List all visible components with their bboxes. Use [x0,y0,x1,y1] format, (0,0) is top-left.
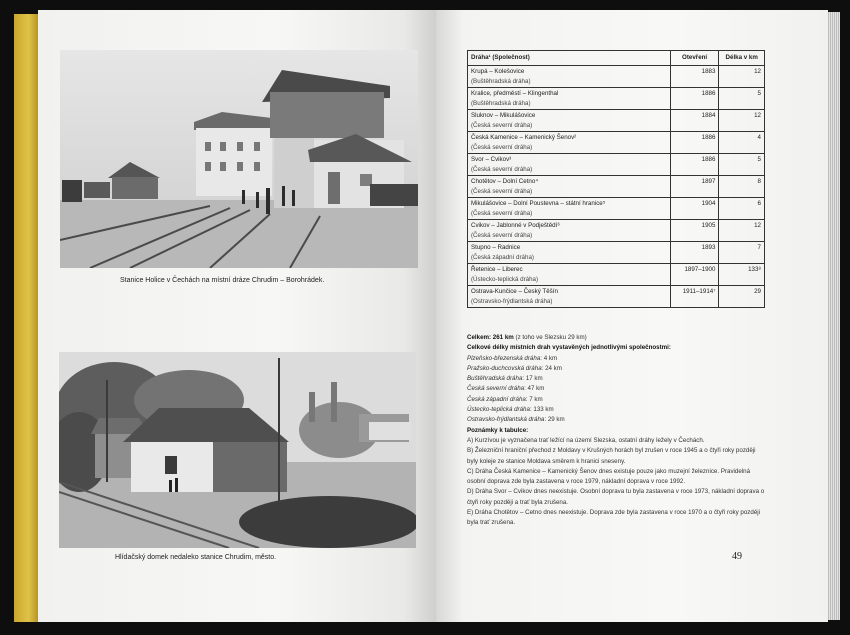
opened-cell: 1911–1914⁷ [670,286,719,308]
length-cell: 29 [719,286,765,308]
route-name: Sluknov – Mikulášovice [471,112,536,119]
route-name: Kralice, předměstí – Klingenthal [471,90,559,97]
lengths-heading: Celkové délky místních drah vystavěných jednotlivými společnostmi: [467,344,671,352]
note-item: C) Dráha Česká Kamenice – Kamenický Šenov dnes existuje pouze jako muzejní železnice. Pravidelná osobní doprava zde byla zastavena v roce 1979, nákladní doprava v roce 1992. [467,467,751,486]
table-row [468,110,765,132]
route-name: Řetenice – Liberec [471,266,523,273]
company-length: : 133 km [529,406,554,414]
table-row [468,264,765,286]
railway-company: (Ústecko-teplická dráha) [471,275,539,283]
company-length: : 17 km [522,375,543,383]
route-name: Stupno – Radnice [471,244,521,251]
route-cell [468,198,671,220]
railway-company: (Ostravsko-frýdlantská dráha) [471,297,553,305]
photo2-caption: Hlídačský domek nedaleko stanice Chrudim, město. [115,554,277,561]
table-row [468,286,765,308]
note-item: B) Železniční hraniční přechod z Moldavy v Krušných horách byl zrušen v roce 1945 a o čtyři roky později byly koleje ze stanice Moldava směrem k hranici sneseny. [467,447,756,465]
length-cell: 4 [719,132,765,154]
table-header-row [468,51,765,66]
length-cell: 133⁸ [719,264,765,286]
company-length: : 29 km [544,416,565,424]
opened-cell: 1886 [670,132,719,154]
local-railways-table [467,50,765,308]
opened-cell: 1883 [670,66,719,88]
table-row [468,176,765,198]
company-length: : 24 km [541,364,562,372]
route-name: Ostrava-Kunčice – Český Těšín [471,288,558,295]
note-item: A) Kurzívou je vyznačena trať ležící na území Slezska, ostatní dráhy ležely v Čechách. [467,436,705,444]
total-label: Celkem: 261 km [467,334,514,341]
list-item [467,364,767,374]
route-cell [468,110,671,132]
company-name: Ústecko-teplická dráha [467,406,530,414]
opened-cell: 1884 [670,110,719,132]
railway-company: (Buštěhradská dráha) [471,77,531,85]
notes-block [467,333,767,529]
length-cell: 12 [719,66,765,88]
route-cell [468,132,671,154]
company-name: Buštěhradská dráha [467,375,523,383]
opened-cell: 1893 [670,242,719,264]
route-cell [468,220,671,242]
page-edges [828,12,840,620]
length-cell: 6 [719,198,765,220]
photo1-caption: Stanice Holice v Čechách na místní dráze Chrudim – Borohrádek. [120,277,325,284]
table-row [468,88,765,110]
length-cell: 12 [719,220,765,242]
company-length: : 7 km [525,395,543,403]
list-item [467,374,767,384]
list-item [467,415,767,425]
route-cell [468,176,671,198]
list-item [467,354,767,364]
opened-cell: 1886 [670,154,719,176]
table-notes-list [467,436,767,529]
company-name: Pražsko-duchcovská dráha [467,364,542,372]
length-cell: 7 [719,242,765,264]
company-length: : 4 km [540,354,558,362]
note-item: E) Dráha Chotětov – Cetno dnes neexistuje. Doprava zde byla zastavena v roce 1970 a o čtyři roky později byla trať zrušena. [467,509,761,527]
table-row [468,220,765,242]
table-row [468,198,765,220]
table-row [468,242,765,264]
company-lengths-list [467,354,767,426]
list-item [467,405,767,415]
list-item [467,395,767,405]
length-cell: 5 [719,88,765,110]
railway-company: (Česká severní dráha) [471,165,533,173]
length-cell: 12 [719,110,765,132]
list-item [467,384,767,394]
opened-cell: 1905 [670,220,719,242]
railway-company: (Česká severní dráha) [471,121,533,129]
railway-company: (Česká severní dráha) [471,187,533,195]
total-note: (z toho ve Slezsku 29 km) [515,334,587,341]
header-opened: Otevření [670,51,719,66]
railway-company: (Česká západní dráha) [471,253,534,261]
page-number: 49 [732,551,742,562]
header-route: Dráha¹ (Společnost) [468,51,671,66]
header-length: Délka v km [719,51,765,66]
length-cell: 8 [719,176,765,198]
route-cell [468,88,671,110]
railway-company: (Buštěhradská dráha) [471,99,531,107]
book-cover-edge [14,14,38,622]
railway-company: (Česká severní dráha) [471,143,533,151]
table-row [468,132,765,154]
note-item: D) Dráha Svor – Cvikov dnes neexistuje. Osobní doprava tu byla zastavena v roce 1973, nákladní doprava o čtyři roky později a trať byla zrušena. [467,488,765,506]
total-line [467,333,767,343]
table-row [468,66,765,88]
route-name: Mikulášovice – Dolní Poustevna – státní hranice⁵ [471,200,606,207]
notes-heading: Poznámky k tabulce: [467,426,529,434]
company-name: Ostravsko-frýdlantská dráha [467,416,545,424]
route-name: Chotětov – Dolní Cetno⁴ [471,178,538,185]
station-photo [60,50,418,268]
route-cell [468,154,671,176]
company-name: Česká severní dráha [467,385,525,393]
route-name: Česká Kamenice – Kamenický Šenov² [471,134,577,141]
company-name: Česká západní dráha [467,395,526,403]
route-name: Svor – Cvikov³ [471,156,512,163]
opened-cell: 1897–1900 [670,264,719,286]
route-name: Krupá – Kolešovice [471,68,525,75]
opened-cell: 1897 [670,176,719,198]
opened-cell: 1886 [670,88,719,110]
route-name: Cvikov – Jablonné v Podještědí⁶ [471,222,560,229]
route-cell [468,66,671,88]
route-cell [468,264,671,286]
route-cell [468,242,671,264]
route-cell [468,286,671,308]
table-row [468,154,765,176]
gatekeeper-house-photo [59,352,416,548]
railway-company: (Česká severní dráha) [471,231,533,239]
length-cell: 5 [719,154,765,176]
company-length: : 47 km [524,385,545,393]
railway-company: (Česká severní dráha) [471,209,533,217]
company-name: Plzeňsko-březenská dráha [467,354,541,362]
opened-cell: 1904 [670,198,719,220]
